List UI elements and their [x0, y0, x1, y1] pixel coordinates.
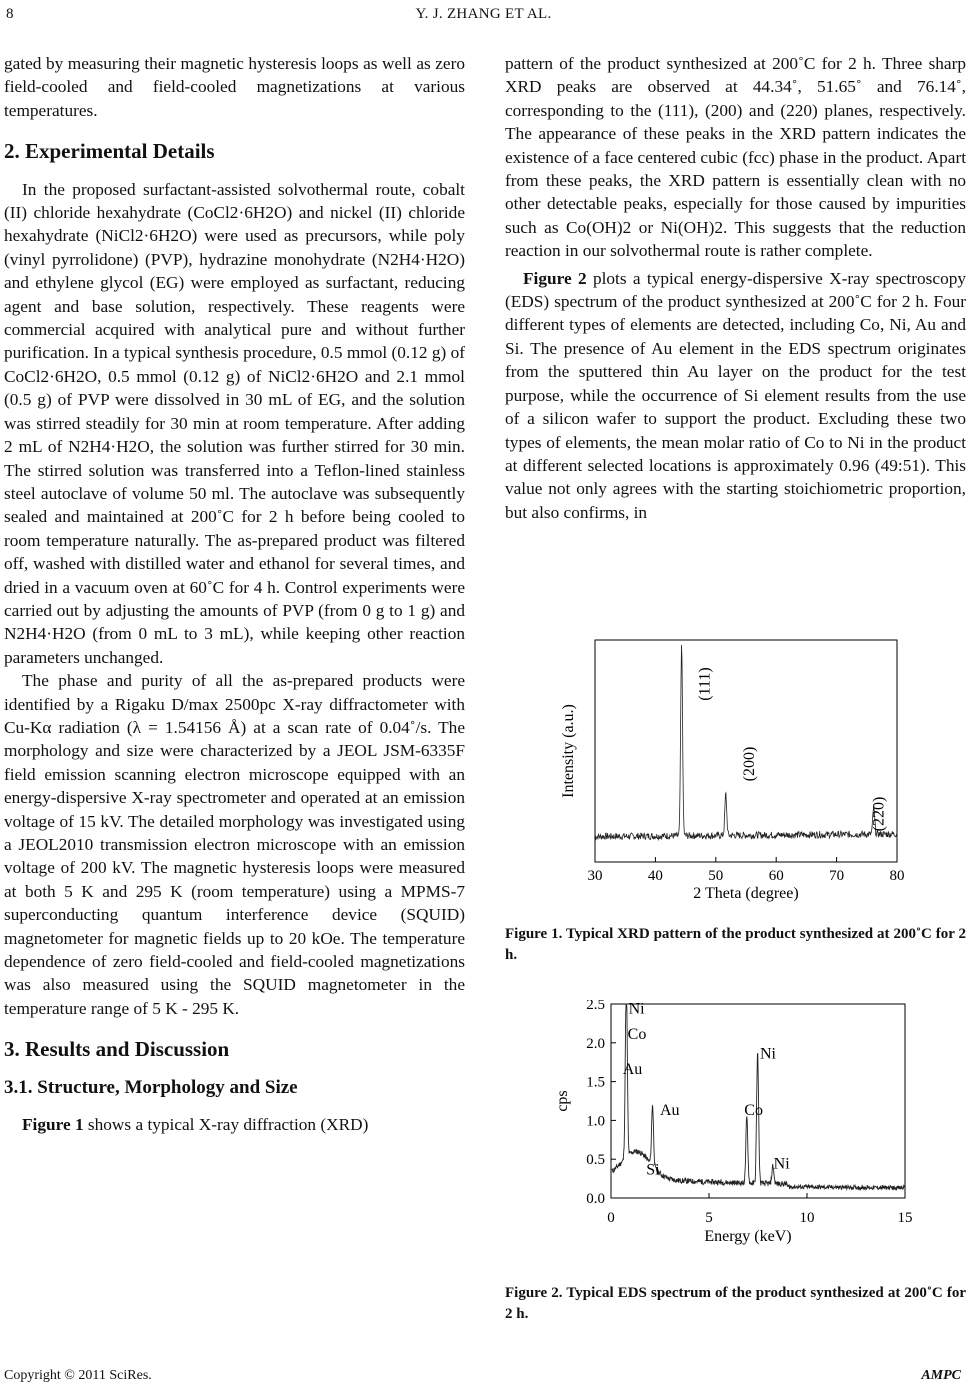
paragraph-eds-discussion: [505, 267, 966, 524]
y-tick-label: 0.5: [586, 1152, 605, 1169]
xrd-trace: [595, 645, 897, 840]
figure1-xrd-chart: [545, 634, 925, 912]
section-heading-experimental: 2. Experimental Details: [4, 139, 215, 164]
x-tick-label: 50: [708, 868, 724, 884]
footer-copyright: Copyright © 2011 SciRes.: [4, 1368, 152, 1383]
peak-label: (111): [696, 667, 714, 701]
paragraph-synthesis: In the proposed surfactant-assisted solvothermal route, cobalt (II) chloride hexahydrate (CoCl2·6H2O) and nickel (II) chloride hexahydrate (NiCl2·6H2O) were used as precursors, while poly (vinyl pyrrolidone) (PVP), hydrazine monohydrate (N2H4·H2O) and ethylene glycol (EG) were employed as surfactant, reducing agent and base solution, respectively. These reagents were commercial acquired with analytical pure and without further purification. In a typical synthesis procedure, 0.5 mmol (0.12 g) of CoCl2·6H2O, 0.5 mmol (0.12 g) of NiCl2·6H2O and 2.1 mmol (0.5 g) of PVP were dissolved in 30 mL of EG, and the solution was stirred steadily for 30 min at room temperature. After adding 2 mL of N2H4·H2O, the solution was further stirred for 30 min. The stirred solution was transferred into a Teflon-lined stainless steel autoclave of volume 50 ml. The autoclave was subsequently sealed and maintained at 200˚C for 2 h before being cooled to room temperature naturally. The as-prepared product was filtered off, washed with distilled water and ethanol for several times, and dried in a vacuum oven at 60˚C for 4 h. Control experiments were carried out by adjusting the amounts of PVP (from 0 g to 1 g) and N2H4·H2O (from 0 mL to 3 mL), while keeping other reaction parameters unchanged.: [4, 179, 465, 667]
x-axis-label: Energy (keV): [704, 1228, 792, 1245]
y-tick-label: 0.0: [586, 1191, 605, 1207]
footer-journal: AMPC: [921, 1368, 961, 1383]
x-tick-label: 60: [768, 868, 784, 884]
y-tick-label: 1.0: [586, 1113, 605, 1130]
page-number: 8: [6, 6, 14, 22]
section-heading-results: 3. Results and Discussion: [4, 1037, 230, 1062]
element-label: Au: [622, 1060, 643, 1078]
element-label: Au: [660, 1101, 680, 1119]
peak-label: (200): [740, 746, 758, 782]
element-label: Ni: [759, 1045, 776, 1063]
paragraph-figure1-text: shows a typical X-ray diffraction (XRD): [83, 1115, 369, 1135]
right-column: [505, 52, 966, 524]
x-axis-label: 2 Theta (degree): [693, 885, 799, 902]
x-tick-label: 30: [587, 868, 603, 884]
paragraph-intro-continuation: gated by measuring their magnetic hysteresis loops as well as zero field-cooled and field-cooled magnetizations at various temperatures.: [4, 54, 465, 120]
left-column: [4, 52, 465, 1136]
peak-label: (220): [870, 796, 888, 832]
y-axis-label: Intensity (a.u.): [560, 704, 577, 798]
element-label: Co: [744, 1101, 763, 1119]
x-tick-label: 70: [829, 868, 845, 884]
running-title: Y. J. ZHANG ET AL.: [415, 6, 552, 22]
x-tick-label: 0: [607, 1210, 615, 1226]
element-label: Ni: [773, 1155, 790, 1173]
paragraph-figure1-intro: [4, 1113, 465, 1136]
element-label: Co: [627, 1025, 647, 1043]
figure1-reference: Figure 1: [22, 1115, 84, 1135]
figure2-eds-chart: [545, 1000, 925, 1262]
paragraph-characterization: The phase and purity of all the as-prepared products were identified by a Rigaku D/max 2500pc X-ray diffractometer with Cu-Kα radiation (λ = 1.54156 Å) at a scan rate of 0.04˚/s. The morphology and size were characterized by a JEOL JSM-6335F field emission scanning electron microscope equipped with an energy-dispersive X-ray spectrometer and operated at an emission voltage of 15 kV. The detailed morphology was investigated using a JEOL2010 transmission electron microscope with an emission voltage of 200 kV. The magnetic hysteresis loops were measured at both 5 K and 295 K (room temperature) using a MPMS-7 superconducting quantum interference device (SQUID) magnetometer for magnetic fields up to 20 kOe. The temperature dependence of zero field-cooled and field-cooled magnetizations was also measured using the SQUID magnetometer in the temperature range of 5 K - 295 K.: [4, 671, 465, 1018]
paragraph-xrd-discussion: pattern of the product synthesized at 200˚C for 2 h. Three sharp XRD peaks are observed at 44.34˚, 51.65˚ and 76.14˚, corresponding to the (111), (200) and (220) planes, respectively. The appearance of these peaks in the XRD pattern indicates the existence of a face centered cubic (fcc) phase in the product. Apart from these peaks, the XRD pattern is essentially clean with no other detectable peaks, especially for those caused by impurities such as Co(OH)2 or Ni(OH)2. This suggests that the reduction reaction in our solvothermal route is rather complete.: [505, 54, 966, 261]
element-label: Ni: [628, 1000, 645, 1018]
y-axis-label: cps: [554, 1090, 571, 1112]
x-tick-label: 15: [897, 1210, 913, 1226]
page-header: [0, 0, 967, 34]
figure2-caption: Figure 2. Typical EDS spectrum of the product synthesized at 200˚C for 2 h.: [505, 1285, 966, 1322]
y-tick-label: 2.0: [586, 1035, 605, 1052]
x-tick-label: 80: [889, 868, 905, 884]
x-tick-label: 5: [705, 1210, 713, 1226]
y-tick-label: 2.5: [586, 1000, 605, 1013]
figure2-reference: Figure 2: [523, 268, 587, 288]
y-tick-label: 1.5: [586, 1074, 605, 1091]
element-label: Si: [646, 1161, 660, 1179]
x-tick-label: 10: [799, 1210, 815, 1226]
subsection-heading-structure: 3.1. Structure, Morphology and Size: [4, 1076, 298, 1098]
figure1-caption: Figure 1. Typical XRD pattern of the product synthesized at 200˚C for 2 h.: [505, 926, 966, 963]
paragraph-eds-text: plots a typical energy-dispersive X-ray spectroscopy (EDS) spectrum of the product synthesized at 200˚C for 2 h. Four different types of elements are detected, including Co, Ni, Au and Si. The presence of Au element in the EDS spectrum originates from the sputtered thin Au layer on the product for the test purpose, while the occurrence of Si element results from the use of a silicon wafer to support the product. Excluding these two types of elements, the mean molar ratio of Co to Ni in the product at different selected locations is approximately 0.96 (49:51). This value not only agrees with the starting stoichiometric proportion, but also confirms, in: [505, 268, 966, 522]
x-tick-label: 40: [647, 868, 663, 884]
